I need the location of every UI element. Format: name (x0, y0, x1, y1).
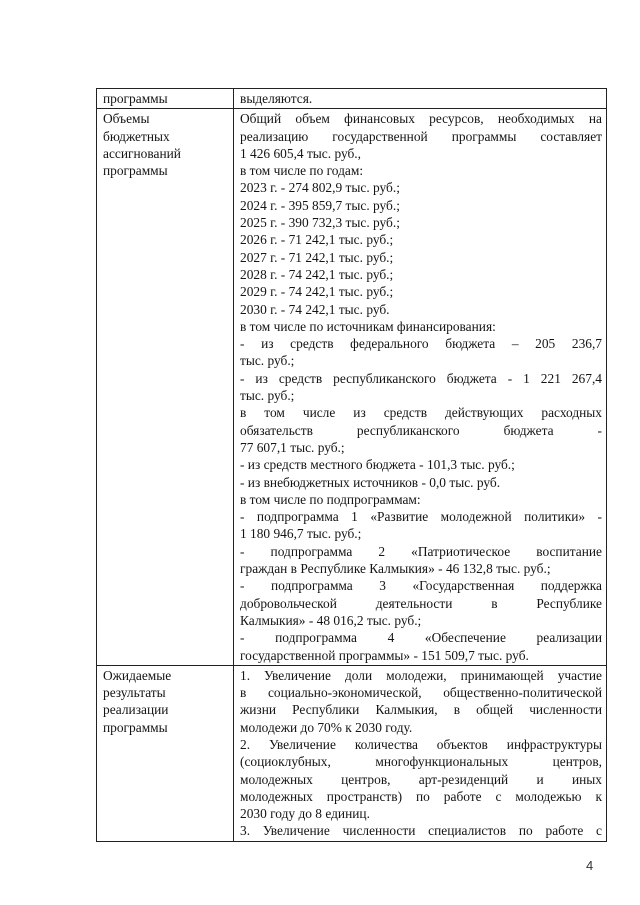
text-line: обязательств республиканского бюджета - (240, 422, 602, 438)
row-label-line: реализации (103, 702, 169, 718)
text-line: 77 607,1 тыс. руб.; (240, 439, 345, 455)
text-line: 2025 г. - 390 732,3 тыс. руб.; (240, 215, 400, 231)
row-label-line: программы (103, 163, 168, 179)
text-line: Калмыкия» - 48 016,2 тыс. руб.; (240, 612, 422, 628)
text-line: в том числе по источникам финансирования: (240, 318, 496, 334)
text-line: тыс. руб.; (240, 388, 295, 404)
text-line: молодежи до 70% к 2030 году. (240, 719, 413, 735)
text-line: в социально-экономической, общественно-политической (240, 685, 602, 701)
row-value: выделяются. (240, 91, 313, 106)
row-label-cell-results (97, 665, 234, 841)
row-label-cell-budget (97, 109, 234, 666)
text-line: жизни Республики Калмыкия, в общей численности (240, 702, 602, 718)
row-value-cell-results (234, 665, 607, 841)
text-line: - подпрограмма 1 «Развитие молодежной политики» - (240, 509, 602, 525)
text-line: 2023 г. - 274 802,9 тыс. руб.; (240, 180, 400, 196)
text-line: 1. Увеличение доли молодежи, принимающей участие (240, 667, 602, 683)
table-row (97, 109, 607, 666)
text-line: 2027 г. - 71 242,1 тыс. руб.; (240, 249, 394, 265)
text-line: 2030 году до 8 единиц. (240, 806, 370, 822)
text-line: молодежных пространств) по работе с молодежью к (240, 788, 602, 804)
row-label-line: результаты (103, 685, 166, 701)
text-line: государственной программы» - 151 509,7 тыс. руб. (240, 647, 529, 663)
row-label-line: программы (103, 719, 168, 735)
passport-table (96, 88, 607, 842)
text-line: 2030 г. - 74 242,1 тыс. руб. (240, 301, 390, 317)
row-label-line: Ожидаемые (103, 667, 172, 683)
text-line: - из средств республиканского бюджета - 1 221 267,4 (240, 370, 602, 386)
table-row (97, 665, 607, 841)
row-label-line: Объемы (103, 111, 150, 127)
text-line: - подпрограмма 3 «Государственная поддержка (240, 578, 602, 594)
text-line: граждан в Республике Калмыкия» - 46 132,8 тыс. руб.; (240, 561, 551, 577)
text-line: 2024 г. - 395 859,7 тыс. руб.; (240, 197, 400, 213)
text-line: молодежных центров, арт-резиденций и иных (240, 771, 602, 787)
text-line: в том числе из средств действующих расходных (240, 405, 602, 421)
text-line: добровольческой деятельности в Республике (240, 595, 602, 611)
row-label-line: бюджетных (103, 128, 170, 144)
row-value-cell-budget (234, 109, 607, 666)
text-line: 2029 г. - 74 242,1 тыс. руб.; (240, 284, 394, 300)
text-line: - подпрограмма 4 «Обеспечение реализации (240, 630, 602, 646)
text-line: - подпрограмма 2 «Патриотическое воспитание (240, 543, 602, 559)
text-line: - из внебюджетных источников - 0,0 тыс. руб. (240, 474, 501, 490)
text-line: 1 180 946,7 тыс. руб.; (240, 526, 362, 542)
row-label-cell (97, 89, 234, 109)
row-label-line: ассигнований (103, 145, 181, 161)
text-line: Общий объем финансовых ресурсов, необходимых на (240, 111, 602, 127)
table-row (97, 89, 607, 109)
text-line: 2026 г. - 71 242,1 тыс. руб.; (240, 232, 394, 248)
text-line: в том числе по годам: (240, 163, 364, 179)
text-line: 2. Увеличение количества объектов инфраструктуры (240, 736, 602, 752)
text-line: реализацию государственной программы составляет (240, 128, 602, 144)
text-line: 3. Увеличение численности специалистов по работе с (240, 823, 602, 839)
page-number: 4 (586, 858, 594, 873)
text-line: тыс. руб.; (240, 353, 295, 369)
text-line: - из средств федерального бюджета – 205 236,7 (240, 336, 602, 352)
row-value-cell (234, 89, 607, 109)
text-line: 1 426 605,4 тыс. руб., (240, 145, 361, 161)
text-line: (социоклубных, многофункциональных центров, (240, 754, 602, 770)
text-line: 2028 г. - 74 242,1 тыс. руб.; (240, 266, 394, 282)
text-line: - из средств местного бюджета - 101,3 тыс. руб.; (240, 457, 515, 473)
row-label: программы (103, 91, 168, 106)
text-line: в том числе по подпрограммам: (240, 491, 421, 507)
